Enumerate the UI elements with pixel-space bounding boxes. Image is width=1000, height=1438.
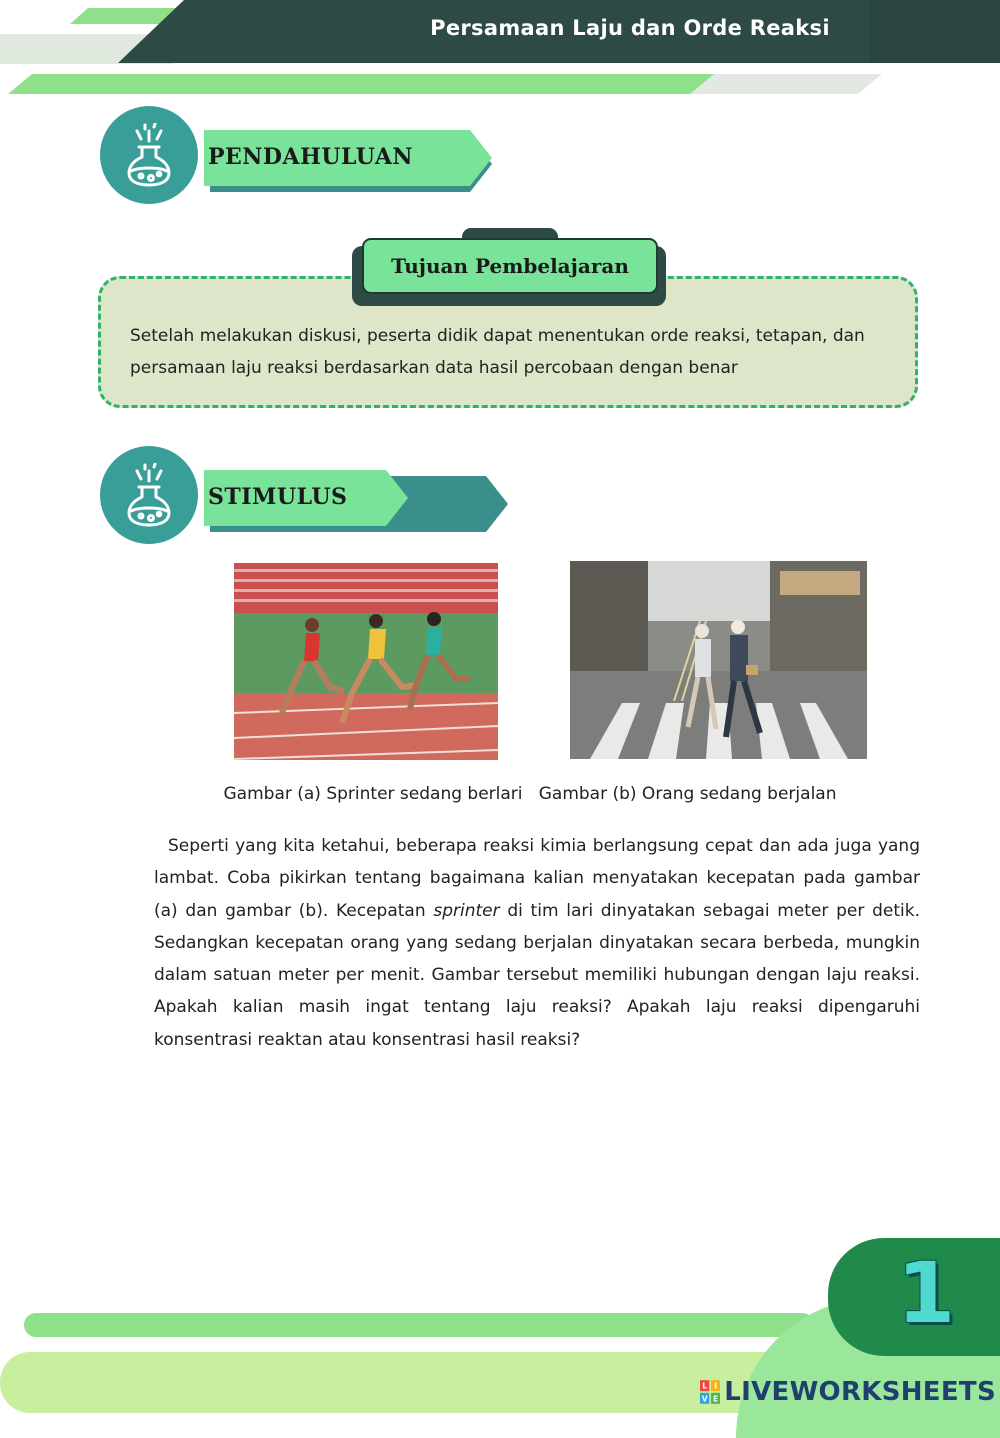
svg-text:V: V xyxy=(701,1394,708,1404)
page-title: Persamaan Laju dan Orde Reaksi xyxy=(430,16,830,40)
header-decor-stripe xyxy=(690,74,882,94)
flask-icon xyxy=(100,106,198,204)
svg-text:E: E xyxy=(713,1394,719,1404)
figure-caption: Gambar (a) Sprinter sedang berlari Gambar (b) Orang sedang berjalan xyxy=(223,784,837,804)
paragraph-text: di tim lari dinyatakan sebagai meter per detik. Sedangkan kecepatan orang yang sedang berjalan dinyatakan secara berbeda, mungkin dalam satuan meter per menit. Gambar tersebut memiliki hubungan dengan laju reaksi. Apakah kalian masih ingat tentang laju reaksi? Apakah laju reaksi dipengaruhi konsentrasi reaktan atau konsentrasi hasil reaksi? xyxy=(154,900,920,1050)
section-title: PENDAHULUAN xyxy=(208,144,413,170)
footer-decor-line xyxy=(24,1313,814,1337)
learning-goal-text: Setelah melakukan diskusi, peserta didik dapat menentukan orde reaksi, tetapan, dan persamaan laju reaksi berdasarkan data hasil percobaan dengan benar xyxy=(130,326,865,378)
header-decor-stripe xyxy=(8,74,718,94)
section-title: STIMULUS xyxy=(208,484,348,510)
svg-text:L: L xyxy=(702,1381,708,1391)
paragraph-text: Seperti yang kita ketahui, beberapa reaksi kimia berlangsung cepat dan ada juga yang lambat. Coba pikirkan tentang bagaimana kalian menyatakan kecepatan pada gambar (a) dan gambar (b). Kecepatan xyxy=(154,836,920,921)
page-number: 1 xyxy=(896,1244,956,1342)
section-header-stimulus xyxy=(100,446,520,546)
svg-text:I: I xyxy=(714,1381,718,1391)
paragraph-italic-term: sprinter xyxy=(433,900,500,921)
flask-icon xyxy=(100,446,198,544)
stimulus-paragraph xyxy=(154,830,920,1056)
goal-title: Tujuan Pembelajaran xyxy=(391,254,629,278)
liveworksheets-watermark xyxy=(700,1374,996,1410)
section-header-intro xyxy=(100,106,520,206)
photo-pedestrians xyxy=(570,561,867,759)
watermark-text: LIVEWORKSHEETS xyxy=(724,1377,996,1407)
liveworksheets-logo-icon xyxy=(700,1378,720,1406)
photo-sprinters xyxy=(234,563,498,760)
